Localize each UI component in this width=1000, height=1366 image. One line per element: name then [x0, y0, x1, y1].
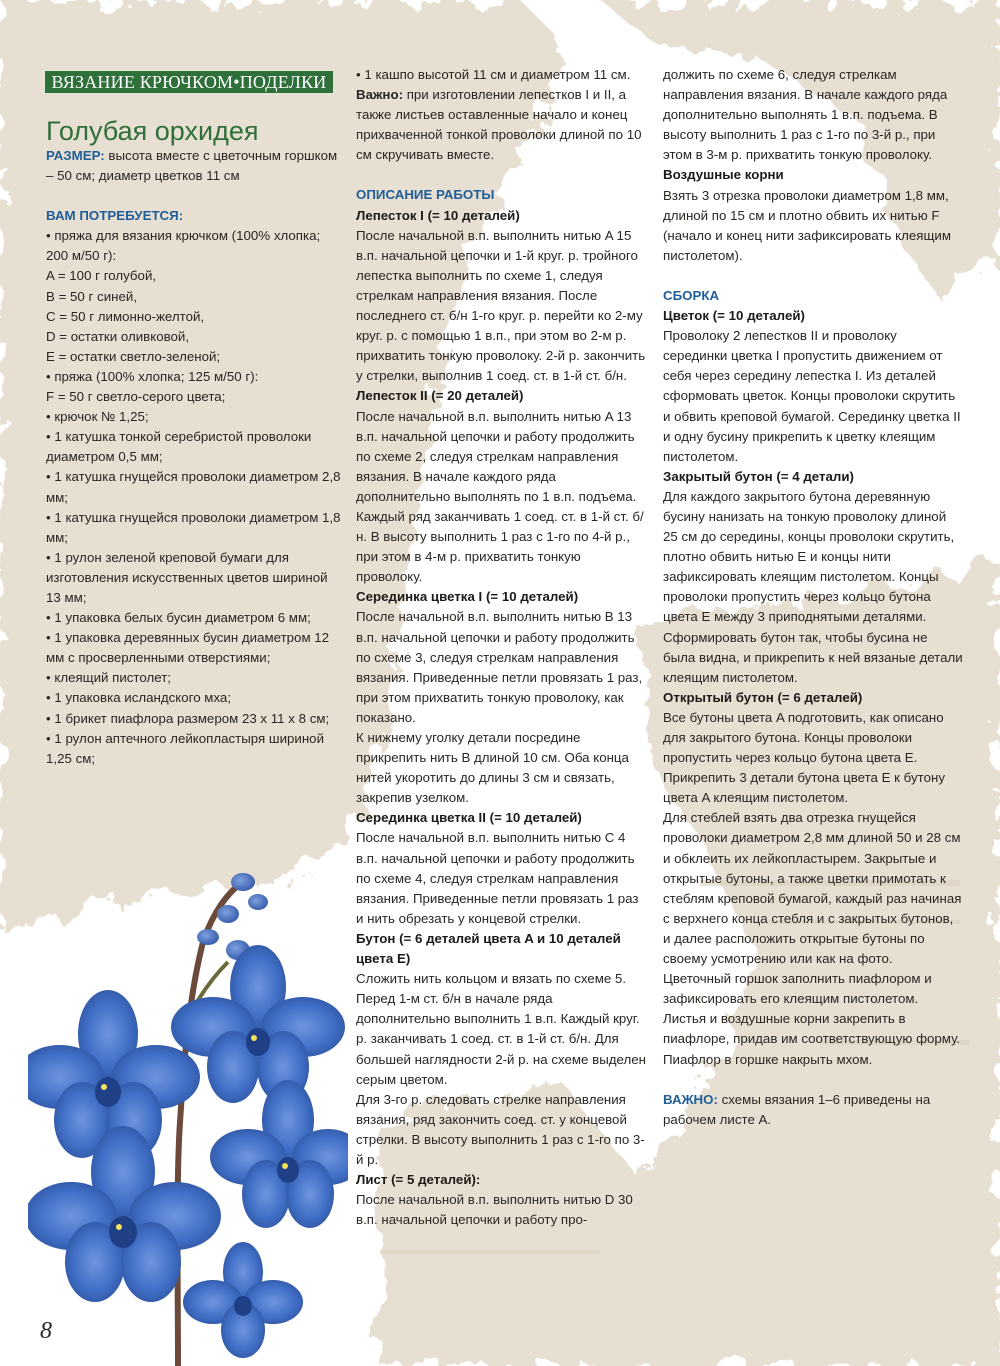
open-bud-text: Все бутоны цвета A подготовить, как описано для закрытого бутона. Концы проволоки пропустить через кольцо бутона цвета E. Прикрепить 3 детали бутона цвета E к бутону цвета A клеящим пистолетом. [663, 709, 945, 806]
closed-bud-title: Закрытый бутон (= 4 детали) [663, 468, 854, 484]
center-2-text: После начальной в.п. выполнить нитью C 4 в.п. начальной цепочки и работу продолжить по схеме 4, следуя стрелкам направления вязания. Приведенные петли провязать 1 раз и нить обрезать у концевой стрелки. [356, 830, 639, 926]
material-item: • 1 упаковка деревянных бусин диаметром 12 мм с просверленными отверстиями; [46, 630, 330, 666]
material-item: • крючок № 1,25; [46, 409, 149, 425]
petal-2-title: Лепесток II (= 20 деталей) [356, 388, 524, 404]
petal-2-text: После начальной в.п. выполнить нитью A 13 в.п. начальной цепочки и работу продолжить по схеме 2, следуя стрелкам направления вязания. В начале каждого ряда дополнительно выполнять по 1 в.п. подъема. Каждый ряд заканчивать 1 соед. ст. в 1-й ст. б/н. В высоту выполнить 1 раз с 1-го по 4-й р., при этом в 4-м р. прихватить тонкую проволоку. [356, 408, 644, 585]
material-item: • 1 рулон аптечного лейкопластыря шириной 1,25 см; [46, 730, 325, 766]
material-item: F = 50 г светло-серого цвета; [46, 389, 226, 405]
center-1-text: После начальной в.п. выполнить нитью B 13 в.п. начальной цепочки и работу продолжить по схеме 3, следуя стрелкам направления вязания. Приведенные петли провязать 1 раз, при этом прихватить тонкую проволоку, как показано. [356, 609, 643, 725]
stem-text: Для стеблей взять два отрезка гнущейся проволоки диаметром 2,8 мм длиной 50 и 28 см и обклеить их лейкопластырем. Закрытые и открытые бутоны, а также цветки примотать к стеблям креповой бумагой, каждый раз начиная с верхнего конца стебля и с закрытых бутонов, и далее расположить открытые бутоны по своему усмотрению или как на фото. Цветочный горшок заполнить пиафлором и зафиксировать его клеящим пистолетом. Листья и воздушные корни закрепить в пиафлоре, придав им соответствующую форму. Пиафлор в горшке накрыть мхом. [663, 810, 962, 1067]
material-item: • пряжа для вязания крючком (100% хлопка; 200 м/50 г): [46, 228, 321, 264]
center-2-title: Серединка цветка II (= 10 деталей) [356, 810, 582, 826]
note-label: ВАЖНО: [663, 1091, 718, 1107]
page-title: Голубая орхидея [46, 116, 259, 147]
assembly-heading: СБОРКА [663, 287, 720, 303]
material-item: • 1 катушка тонкой серебристой проволоки диаметром 0,5 мм; [46, 429, 312, 465]
petal-1-title: Лепесток I (= 10 деталей) [356, 207, 520, 223]
important-text: при изготовлении лепестков I и II, а также листьев оставленные начало и конец прихваченной тонкой проволоки длиной по 10 см скручивать вместе. [356, 87, 642, 163]
note-paragraph [663, 1090, 963, 1130]
flower-text: Проволоку 2 лепестков II и проволоку серединки цветка I пропустить движением от себя через середину лепестка I. Из деталей сформовать цветок. Концы проволоки скрутить и обвить креповой бумагой. Серединку цветка II и одну бусину прикрепить к цветку клеящим пистолетом. [663, 328, 961, 464]
bud-text: Сложить нить кольцом и вязать по схеме 5. Перед 1-м ст. б/н в начале ряда дополнительно выполнить 1 в.п. Каждый круг. р. заканчивать 1 соед. ст. в 1-й ст. б/н. Для большей наглядности 2-й р. на схеме выделен серым цветом. [356, 971, 646, 1087]
material-item: • 1 упаковка исландского мха; [46, 690, 232, 706]
material-item: • 1 рулон зеленой креповой бумаги для изготовления искусственных цветов шириной 13 мм; [46, 549, 328, 605]
closed-bud-text: Для каждого закрытого бутона деревянную бусину нанизать на тонкую проволоку длиной 25 см до середины, концы проволоки скрутить, плотно обвить нитью E и концы нити зафиксировать клеящим пистолетом. Концы проволоки пропустить через кольцо бутона цвета E между 3 приподнятыми деталями. Сформировать бутон так, чтобы бусина не была видна, и прикрепить к ней вязаные детали клеящим пистолетом. [663, 488, 963, 685]
column-work-description [356, 65, 646, 1230]
air-roots-title: Воздушные корни [663, 167, 784, 183]
size-paragraph [46, 146, 341, 186]
leaf-text: После начальной в.п. выполнить нитью D 30 в.п. начальной цепочки и работу про- [356, 1192, 633, 1228]
material-item: • клеящий пистолет; [46, 670, 171, 686]
material-item: • 1 катушка гнущейся проволоки диаметром 1,8 мм; [46, 509, 341, 545]
bud-text-2: Для 3-го р. следовать стрелке направления вязания, ряд закончить соед. ст. у концевой стрелки. В высоту выполнить 1 раз с 1-го по 3-й р. [356, 1091, 645, 1167]
leaf-title: Лист (= 5 деталей): [356, 1172, 481, 1188]
material-item: • 1 брикет пиафлора размером 23 х 11 х 8 см; [46, 710, 330, 726]
important-paragraph [356, 85, 646, 165]
center-1-title: Серединка цветка I (= 10 деталей) [356, 589, 579, 605]
petal-1-text: После начальной в.п. выполнить нитью A 15 в.п. начальной цепочки и 1-й круг. р. тройного лепестка выполнить по схеме 1, следуя стрелкам направления вязания. После последнего ст. б/н 1-го круг. р. перейти ко 2-му круг. р. с помощью 1 в.п., при этом во 2-м р. прихватить тонкую проволоку. 2-й р. закончить у стрелки, выполнив 1 соед. ст. в 1-й ст. б/н. [356, 227, 646, 384]
materials-heading: ВАМ ПОТРЕБУЕТСЯ: [46, 208, 184, 224]
open-bud-title: Открытый бутон (= 6 деталей) [663, 689, 863, 705]
size-label: РАЗМЕР: [46, 148, 105, 163]
material-item: • 1 катушка гнущейся проволоки диаметром 2,8 мм; [46, 469, 341, 505]
bud-title: Бутон (= 6 деталей цвета A и 10 деталей цвета E) [356, 930, 621, 967]
leaf-text-continued: должить по схеме 6, следуя стрелкам направления вязания. В начале каждого ряда дополнительно выполнять 1 в.п. подъема. В высоту выполнить 1 раз с 1-го по 3-й р., при этом в 3-м р. прихватить тонкую проволоку. [663, 67, 948, 163]
air-roots-text: Взять 3 отрезка проволоки диаметром 1,8 мм, длиной по 15 см и плотно обвить их нитью F (начало и конец нити зафиксировать клеящим пистолетом). [663, 187, 951, 263]
material-item: • 1 упаковка белых бусин диаметром 6 мм; [46, 610, 311, 626]
material-item: • пряжа (100% хлопка; 125 м/50 г): [46, 368, 259, 384]
materials-list [46, 226, 341, 769]
material-item: A = 100 г голубой, [46, 268, 157, 284]
material-item: C = 50 г лимонно-желтой, [46, 308, 205, 324]
work-heading: ОПИСАНИЕ РАБОТЫ [356, 187, 495, 203]
column-materials [46, 146, 341, 769]
column-assembly [663, 65, 963, 1130]
material-item: D = остатки оливковой, [46, 328, 190, 344]
note-text: схемы вязания 1–6 приведены на рабочем листе A. [663, 1091, 931, 1127]
page-number: 8 [40, 1318, 52, 1344]
pot-item: • 1 кашпо высотой 11 см и диаметром 11 см. [356, 67, 631, 82]
section-label: ВЯЗАНИЕ КРЮЧКОМ•ПОДЕЛКИ [44, 70, 334, 94]
material-item: B = 50 г синей, [46, 288, 137, 304]
flower-title: Цветок (= 10 деталей) [663, 308, 805, 324]
material-item: E = остатки светло-зеленой; [46, 348, 221, 364]
important-label: Важно: [356, 87, 404, 103]
size-text: высота вместе с цветочным горшком – 50 см; диаметр цветков 11 см [46, 148, 338, 184]
center-1-text-2: К нижнему уголку детали посредине прикрепить нить B длиной 10 см. Оба конца нитей укоротить до длины 3 см и связать, закрепив узелком. [356, 730, 629, 806]
